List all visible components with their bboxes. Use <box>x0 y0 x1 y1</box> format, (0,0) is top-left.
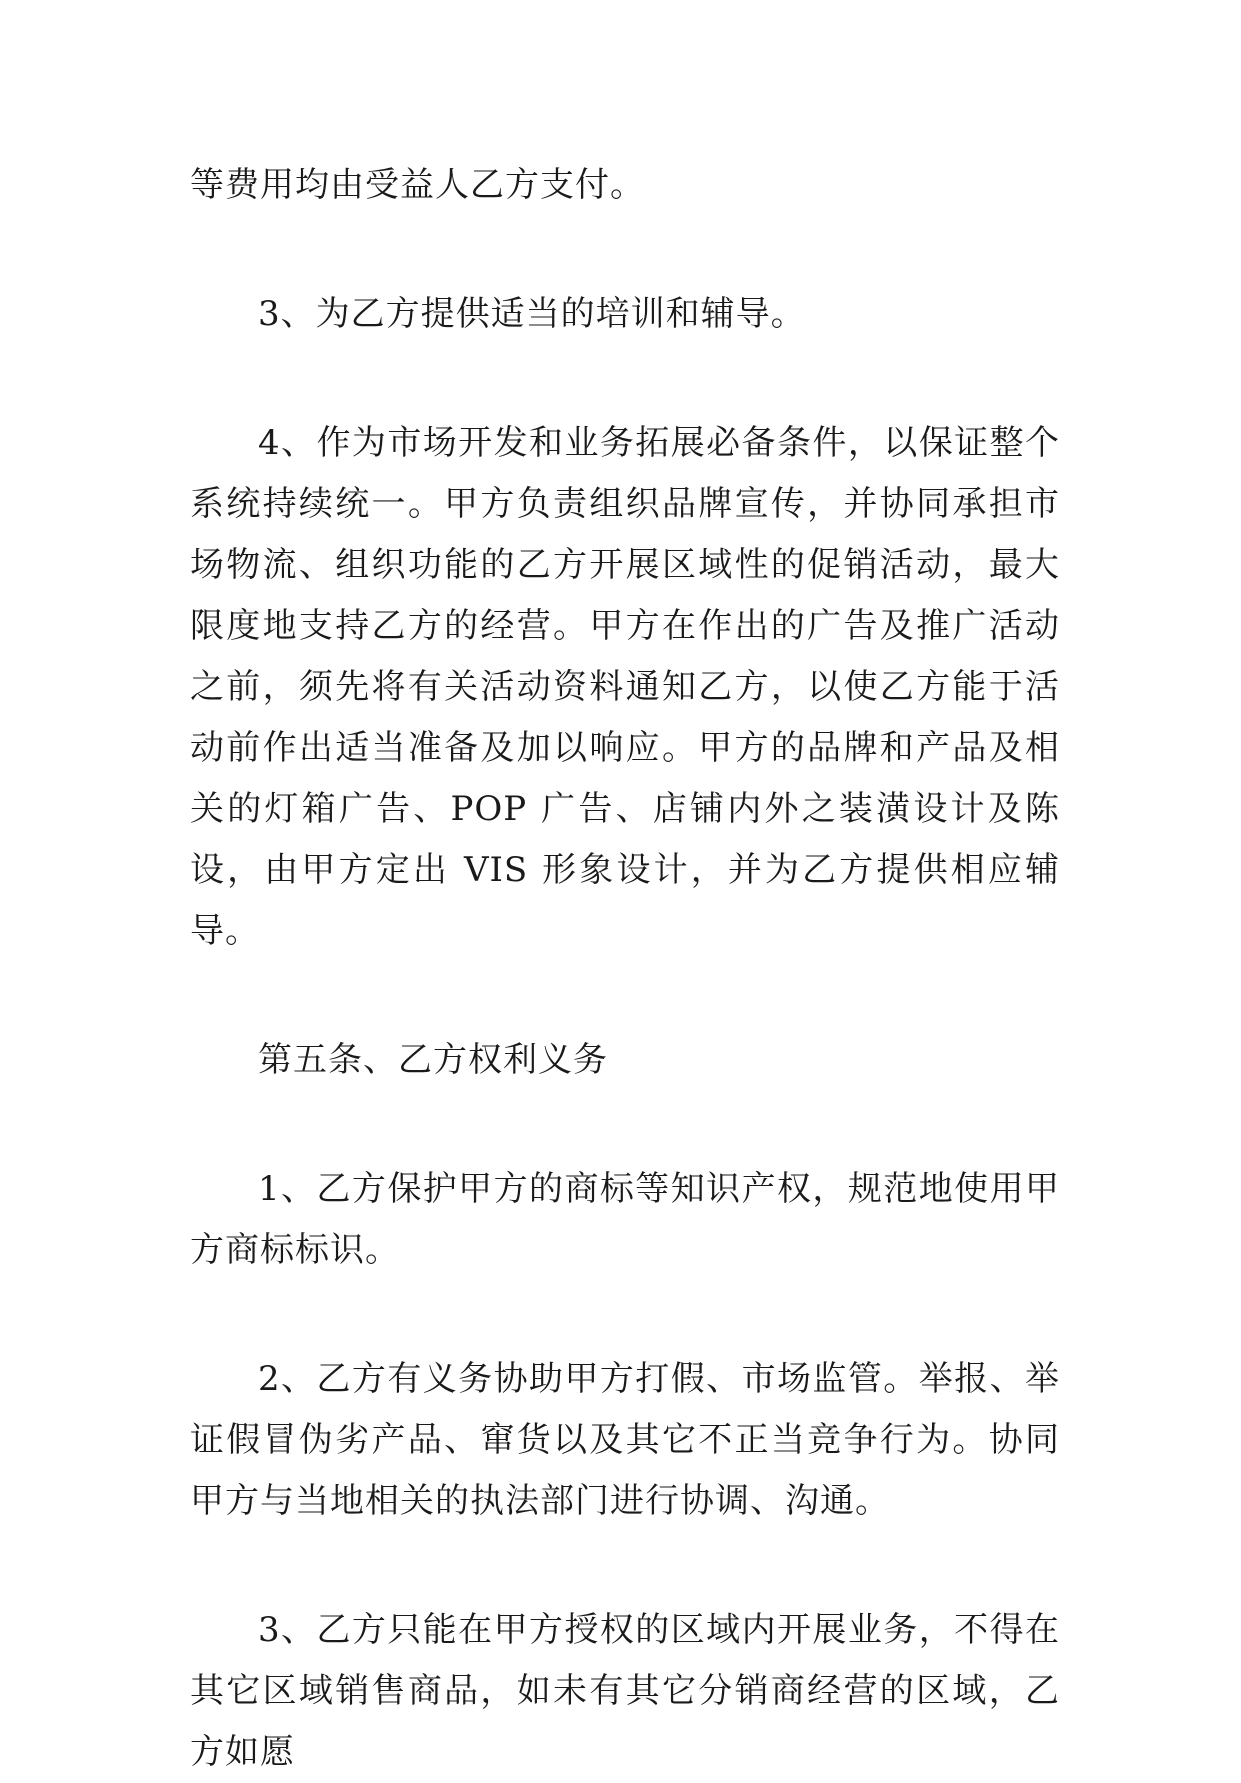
paragraph-item-3-territory: 3、乙方只能在甲方授权的区域内开展业务，不得在其它区域销售商品，如未有其它分销商经营的区域，乙方如愿 <box>190 1610 1060 1772</box>
paragraph-item-3-training: 3、为乙方提供适当的培训和辅导。 <box>258 294 806 334</box>
paragraph-item-4-marketing: 4、作为市场开发和业务拓展必备条件，以保证整个系统持续统一。甲方负责组织品牌宣传，并协同承担市场物流、组织功能的乙方开展区域性的促销活动，最大限度地支持乙方的经营。甲方在作出的广告及推广活动之前，须先将有关活动资料通知乙方，以使乙方能于活动前作出适当准备及加以响应。甲方的品牌和产品及相关的灯箱广告、POP 广告、店铺内外之装潢设计及陈设，由甲方定出 VIS 形象设计，并为乙方提供相应辅导。 <box>190 423 1060 951</box>
document-body <box>190 155 1060 1783</box>
section-heading-article-5: 第五条、乙方权利义务 <box>258 1040 608 1080</box>
paragraph-item-1-trademark: 1、乙方保护甲方的商标等知识产权，规范地使用甲方商标标识。 <box>190 1169 1060 1270</box>
paragraph-fee-continuation: 等费用均由受益人乙方支付。 <box>190 165 645 205</box>
paragraph-item-2-anti-counterfeit: 2、乙方有义务协助甲方打假、市场监管。举报、举证假冒伪劣产品、窜货以及其它不正当竞争行为。协同甲方与当地相关的执法部门进行协调、沟通。 <box>190 1359 1060 1521</box>
